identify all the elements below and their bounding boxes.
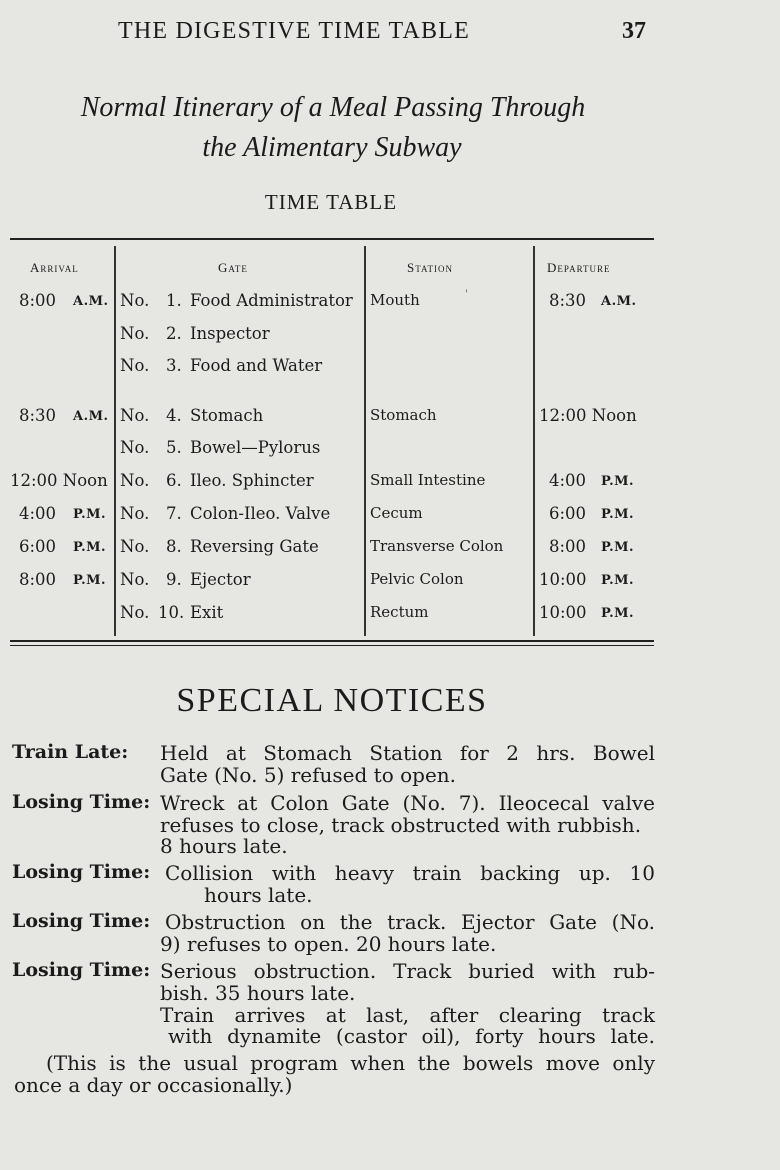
notice-text-line: Obstruction on the track. Ejector Gate (No. [165,910,655,934]
arrival-time: 8:00 [19,570,57,589]
page-number: 37 [622,18,646,44]
notice-text-line: refuses to close, track obstructed with rubbish. [160,813,642,837]
gate-number: 2. [166,324,182,343]
gate-no: No. [120,603,150,622]
gate-number: 1. [166,291,182,310]
closing-text-line-1: (This is the usual program when the bowels move only [46,1051,655,1075]
gate-number: 6. [166,471,182,490]
col-header-arrival: Arrival [30,260,79,275]
title-line-1: Normal Itinerary of a Meal Passing Through [80,92,586,123]
arrival-time: 8:00 [19,291,57,310]
table-bottom-rule [10,640,654,642]
notice-text-line: 8 hours late. [160,834,288,858]
special-notices-heading: SPECIAL NOTICES [176,682,488,719]
notice-text-line: Held at Stomach Station for 2 hrs. Bowel [160,741,655,765]
notice-label: Train Late: [12,741,129,763]
departure-ampm: P.M. [601,573,635,588]
gate-name: Ileo. Sphincter [190,471,314,490]
arrival-time: 6:00 [19,537,57,556]
station-name: Pelvic Colon [370,570,464,588]
notice-text-line: 9) refuses to open. 20 hours late. [160,932,497,956]
notice-text-line: with dynamite (castor oil), forty hours late. [168,1024,655,1048]
arrival-time: 4:00 [19,504,57,523]
notice-label: Losing Time: [12,861,151,883]
gate-no: No. [120,471,150,490]
notice-label: Losing Time: [12,791,151,813]
departure-time: 6:00 [549,504,587,523]
table-bottom-rule-2 [10,645,654,646]
arrival-ampm: A.M. [73,409,109,424]
notice-label: Losing Time: [12,910,151,932]
departure-time: 8:00 [549,537,587,556]
departure-time: 12:00 Noon [539,406,637,425]
arrival-time: 8:30 [19,406,57,425]
gate-number: 7. [166,504,182,523]
gate-number: 5. [166,438,182,457]
col-header-station: Station [407,260,454,275]
stray-mark: ' [465,289,468,300]
gate-name: Food Administrator [190,291,353,310]
departure-time: 10:00 [539,570,587,589]
station-name: Mouth [370,291,420,309]
notice-text-line: Train arrives at last, after clearing track [160,1003,655,1027]
gate-no: No. [120,406,150,425]
notice-label: Losing Time: [12,959,151,981]
page-title [0,88,660,168]
departure-time: 10:00 [539,603,587,622]
col-header-departure: Departure [547,260,611,275]
notice-text-line: Gate (No. 5) refused to open. [160,763,457,787]
departure-time: 4:00 [549,471,587,490]
notice-text-line: Collision with heavy train backing up. 10 [165,861,655,885]
station-name: Rectum [370,603,429,621]
gate-number: 4. [166,406,182,425]
departure-ampm: P.M. [601,606,635,621]
gate-name: Stomach [190,406,264,425]
gate-no: No. [120,570,150,589]
arrival-ampm: A.M. [73,294,109,309]
gate-name: Food and Water [190,356,323,375]
gate-name: Bowel—Pylorus [190,438,321,457]
column-divider-2 [364,246,366,636]
gate-number: 9. [166,570,182,589]
notice-text-line: bish. 35 hours late. [160,981,356,1005]
arrival-time: 12:00 Noon [10,471,108,490]
notice-text-line: hours late. [204,883,313,907]
gate-no: No. [120,291,150,310]
departure-time: 8:30 [549,291,587,310]
departure-ampm: P.M. [601,507,635,522]
time-table-heading: TIME TABLE [264,190,398,214]
station-name: Transverse Colon [370,537,504,555]
table-top-rule [10,238,654,240]
gate-name: Reversing Gate [190,537,319,556]
station-name: Small Intestine [370,471,486,489]
gate-no: No. [120,438,150,457]
gate-no: No. [120,504,150,523]
column-divider-1 [114,246,116,636]
station-name: Stomach [370,406,437,424]
gate-name: Ejector [190,570,251,589]
gate-number: 8. [166,537,182,556]
closing-text-line-2: once a day or occasionally.) [14,1073,293,1097]
gate-name: Inspector [190,324,270,343]
departure-ampm: P.M. [601,474,635,489]
gate-number: 10. [158,603,185,622]
gate-number: 3. [166,356,182,375]
gate-no: No. [120,537,150,556]
col-header-gate: Gate [218,260,248,275]
title-line-2: the Alimentary Subway [202,132,462,163]
departure-ampm: P.M. [601,540,635,555]
departure-ampm: A.M. [601,294,637,309]
running-title: THE DIGESTIVE TIME TABLE [118,18,470,44]
gate-name: Exit [190,603,224,622]
gate-name: Colon-Ileo. Valve [190,504,331,523]
gate-no: No. [120,324,150,343]
notice-text-line: Serious obstruction. Track buried with rub- [160,959,655,983]
station-name: Cecum [370,504,423,522]
gate-no: No. [120,356,150,375]
column-divider-3 [533,246,535,636]
arrival-ampm: P.M. [73,507,107,522]
arrival-ampm: P.M. [73,573,107,588]
arrival-ampm: P.M. [73,540,107,555]
notice-text-line: Wreck at Colon Gate (No. 7). Ileocecal valve [160,791,655,815]
